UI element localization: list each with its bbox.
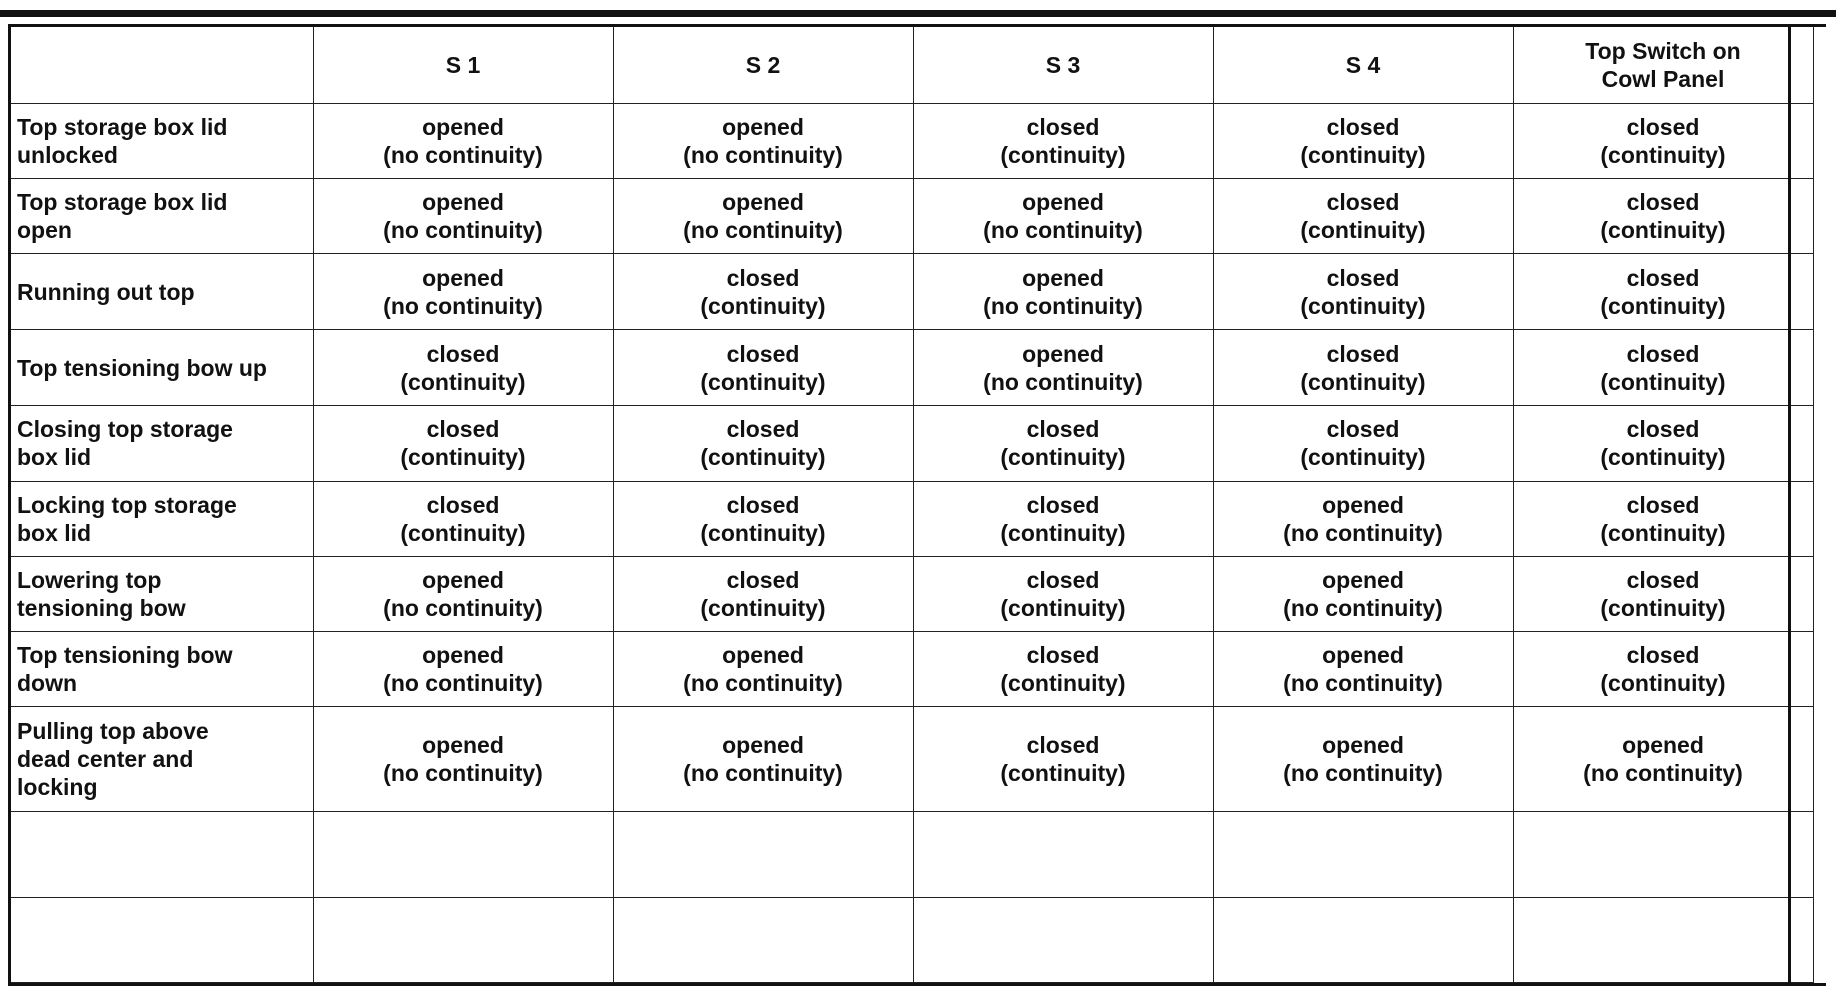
empty-cell	[11, 812, 313, 897]
continuity-text: (no continuity)	[383, 669, 543, 696]
switch-state-cell	[1513, 330, 1813, 406]
empty-cell	[613, 812, 913, 897]
switch-state-cell	[1513, 481, 1813, 556]
switch-state-text: opened	[722, 641, 804, 668]
switch-state-cell	[913, 706, 1213, 812]
switch-state-cell	[313, 631, 613, 706]
switch-state-cell	[1213, 631, 1513, 706]
switch-state-text: closed	[1326, 416, 1400, 443]
continuity-text: (continuity)	[700, 368, 826, 395]
row-label	[11, 706, 313, 812]
continuity-text: (continuity)	[1000, 594, 1126, 621]
switch-state-cell	[1513, 104, 1813, 179]
continuity-text: (no continuity)	[383, 760, 543, 787]
row-label-line: dead center and	[17, 746, 194, 773]
header-s3: S 3	[913, 27, 1213, 104]
switch-state-cell	[313, 104, 613, 179]
header-s2: S 2	[613, 27, 913, 104]
continuity-text: (continuity)	[1600, 669, 1726, 696]
switch-state-text: closed	[1626, 264, 1700, 291]
continuity-text: (continuity)	[1600, 292, 1726, 319]
switch-state-text: closed	[726, 340, 800, 367]
switch-state-text: opened	[422, 732, 504, 759]
header-top-switch	[1513, 27, 1813, 104]
continuity-text: (no continuity)	[1283, 594, 1443, 621]
continuity-text: (continuity)	[1000, 519, 1126, 546]
switch-state-text: opened	[722, 114, 804, 141]
empty-cell	[1513, 897, 1813, 982]
row-label-line: Closing top storage	[17, 416, 233, 443]
continuity-text: (continuity)	[1600, 368, 1726, 395]
continuity-text: (continuity)	[700, 594, 826, 621]
switch-state-cell	[1513, 179, 1813, 254]
switch-state-text: opened	[1322, 491, 1404, 518]
switch-state-text: opened	[422, 114, 504, 141]
switch-state-text: closed	[1026, 641, 1100, 668]
continuity-text: (continuity)	[1000, 444, 1126, 471]
row-label-line: Running out top	[17, 278, 195, 305]
switch-state-cell	[313, 254, 613, 330]
switch-state-cell	[313, 706, 613, 812]
continuity-text: (no continuity)	[1583, 760, 1743, 787]
switch-state-text: closed	[426, 491, 500, 518]
switch-state-text: opened	[1622, 732, 1704, 759]
continuity-text: (no continuity)	[1283, 669, 1443, 696]
switch-state-cell	[1213, 706, 1513, 812]
switch-state-text: opened	[422, 189, 504, 216]
switch-state-cell	[313, 179, 613, 254]
row-label-line: Lowering top	[17, 566, 162, 593]
empty-cell	[313, 812, 613, 897]
header-corner	[11, 27, 313, 104]
header-row	[11, 27, 1813, 104]
switch-state-cell	[913, 330, 1213, 406]
switch-state-cell	[613, 556, 913, 631]
row-label-line: Locking top storage	[17, 491, 237, 518]
switch-state-text: closed	[1026, 416, 1100, 443]
row-label	[11, 330, 313, 406]
switch-state-cell	[313, 481, 613, 556]
continuity-text: (no continuity)	[1283, 760, 1443, 787]
row-label-line: Top tensioning bow	[17, 641, 233, 668]
switch-state-text: closed	[1026, 114, 1100, 141]
continuity-text: (no continuity)	[683, 669, 843, 696]
continuity-text: (continuity)	[1300, 368, 1426, 395]
row-label	[11, 104, 313, 179]
continuity-text: (continuity)	[1000, 142, 1126, 169]
empty-cell	[613, 897, 913, 982]
continuity-text: (no continuity)	[683, 217, 843, 244]
switch-state-cell	[913, 179, 1213, 254]
continuity-text: (continuity)	[400, 444, 526, 471]
switch-state-text: opened	[1022, 189, 1104, 216]
continuity-text: (continuity)	[1600, 594, 1726, 621]
switch-state-cell	[913, 104, 1213, 179]
continuity-text: (continuity)	[1000, 760, 1126, 787]
switch-state-text: opened	[722, 732, 804, 759]
switch-state-cell	[313, 556, 613, 631]
switch-state-cell	[1513, 706, 1813, 812]
row-label	[11, 481, 313, 556]
switch-state-cell	[1213, 330, 1513, 406]
empty-table-row	[11, 812, 1813, 897]
switch-state-cell	[613, 254, 913, 330]
switch-state-cell	[1513, 406, 1813, 481]
table-right-border	[1788, 24, 1791, 986]
continuity-text: (no continuity)	[983, 368, 1143, 395]
switch-state-text: closed	[1626, 340, 1700, 367]
empty-cell	[913, 812, 1213, 897]
switch-state-text: closed	[1326, 340, 1400, 367]
continuity-text: (continuity)	[400, 519, 526, 546]
table-row	[11, 556, 1813, 631]
switch-state-cell	[913, 631, 1213, 706]
row-label-line: unlocked	[17, 142, 118, 169]
switch-state-text: closed	[1026, 566, 1100, 593]
row-label-line: tensioning bow	[17, 594, 186, 621]
row-label-line: Top storage box lid	[17, 189, 228, 216]
row-label	[11, 556, 313, 631]
header-top-switch-line-1: Top Switch on	[1585, 38, 1741, 64]
empty-cell	[1513, 812, 1813, 897]
switch-state-cell	[313, 330, 613, 406]
switch-state-text: opened	[1322, 566, 1404, 593]
continuity-text: (continuity)	[700, 444, 826, 471]
empty-cell	[913, 897, 1213, 982]
switch-state-text: closed	[1626, 416, 1700, 443]
continuity-text: (continuity)	[1000, 669, 1126, 696]
switch-state-cell	[1213, 406, 1513, 481]
switch-state-text: closed	[726, 566, 800, 593]
empty-cell	[11, 897, 313, 982]
switch-state-cell	[613, 631, 913, 706]
switch-state-text: closed	[426, 340, 500, 367]
switch-state-table-frame	[8, 24, 1826, 986]
empty-table-row	[11, 897, 1813, 982]
switch-state-cell	[613, 179, 913, 254]
row-label-line: box lid	[17, 444, 92, 471]
switch-state-text: opened	[1322, 732, 1404, 759]
switch-state-cell	[913, 556, 1213, 631]
continuity-text: (no continuity)	[1283, 519, 1443, 546]
continuity-text: (continuity)	[400, 368, 526, 395]
continuity-text: (continuity)	[1300, 217, 1426, 244]
switch-state-text: closed	[1626, 189, 1700, 216]
switch-state-cell	[613, 706, 913, 812]
switch-state-text: closed	[1026, 491, 1100, 518]
continuity-text: (no continuity)	[383, 142, 543, 169]
continuity-text: (no continuity)	[983, 292, 1143, 319]
continuity-text: (no continuity)	[983, 217, 1143, 244]
continuity-text: (continuity)	[700, 519, 826, 546]
table-row	[11, 330, 1813, 406]
switch-state-text: opened	[1022, 264, 1104, 291]
switch-state-text: opened	[422, 264, 504, 291]
switch-state-text: opened	[1022, 340, 1104, 367]
continuity-text: (continuity)	[1600, 217, 1726, 244]
row-label-line: Top storage box lid	[17, 114, 228, 141]
switch-state-text: closed	[1626, 491, 1700, 518]
row-label-line: open	[17, 217, 72, 244]
switch-state-text: opened	[422, 566, 504, 593]
switch-state-text: closed	[1326, 189, 1400, 216]
switch-state-cell	[913, 481, 1213, 556]
switch-state-text: opened	[422, 641, 504, 668]
row-label-line: box lid	[17, 519, 92, 546]
header-top-switch-line-2: Cowl Panel	[1601, 66, 1725, 92]
switch-state-text: closed	[1626, 566, 1700, 593]
row-label-line: down	[17, 669, 78, 696]
switch-state-text: opened	[1322, 641, 1404, 668]
switch-state-text: closed	[1326, 114, 1400, 141]
switch-state-text: closed	[726, 491, 800, 518]
continuity-text: (continuity)	[1300, 142, 1426, 169]
switch-state-cell	[1213, 179, 1513, 254]
row-label	[11, 406, 313, 481]
continuity-text: (continuity)	[1300, 444, 1426, 471]
switch-state-text: closed	[726, 416, 800, 443]
top-rule	[0, 10, 1836, 17]
table-row	[11, 706, 1813, 812]
continuity-text: (continuity)	[1600, 519, 1726, 546]
table-row	[11, 104, 1813, 179]
row-label	[11, 254, 313, 330]
switch-state-text: closed	[426, 416, 500, 443]
switch-state-cell	[613, 481, 913, 556]
row-label-line: Pulling top above	[17, 718, 209, 745]
continuity-text: (continuity)	[1600, 142, 1726, 169]
empty-cell	[313, 897, 613, 982]
switch-state-text: opened	[722, 189, 804, 216]
switch-state-cell	[913, 254, 1213, 330]
switch-state-text: closed	[1026, 732, 1100, 759]
table-row	[11, 481, 1813, 556]
switch-state-cell	[613, 406, 913, 481]
continuity-text: (continuity)	[1600, 444, 1726, 471]
switch-state-text: closed	[726, 264, 800, 291]
header-s4: S 4	[1213, 27, 1513, 104]
row-label-line: Top tensioning bow up	[17, 354, 267, 381]
switch-state-table	[11, 27, 1814, 983]
header-s1: S 1	[313, 27, 613, 104]
continuity-text: (no continuity)	[383, 217, 543, 244]
empty-cell	[1213, 812, 1513, 897]
switch-state-cell	[913, 406, 1213, 481]
table-row	[11, 406, 1813, 481]
switch-state-cell	[313, 406, 613, 481]
table-row	[11, 254, 1813, 330]
switch-state-text: closed	[1326, 264, 1400, 291]
switch-state-cell	[1213, 104, 1513, 179]
row-label	[11, 179, 313, 254]
switch-state-cell	[1513, 254, 1813, 330]
continuity-text: (continuity)	[1300, 292, 1426, 319]
continuity-text: (continuity)	[700, 292, 826, 319]
row-label-line: locking	[17, 774, 98, 801]
switch-state-text: closed	[1626, 641, 1700, 668]
table-row	[11, 179, 1813, 254]
continuity-text: (no continuity)	[683, 142, 843, 169]
switch-state-cell	[1513, 556, 1813, 631]
empty-cell	[1213, 897, 1513, 982]
switch-state-text: closed	[1626, 114, 1700, 141]
continuity-text: (no continuity)	[383, 594, 543, 621]
switch-state-cell	[1213, 254, 1513, 330]
row-label	[11, 631, 313, 706]
switch-state-cell	[1213, 481, 1513, 556]
continuity-text: (no continuity)	[383, 292, 543, 319]
continuity-text: (no continuity)	[683, 760, 843, 787]
switch-state-cell	[1513, 631, 1813, 706]
switch-state-cell	[613, 104, 913, 179]
switch-state-cell	[613, 330, 913, 406]
table-row	[11, 631, 1813, 706]
switch-state-cell	[1213, 556, 1513, 631]
